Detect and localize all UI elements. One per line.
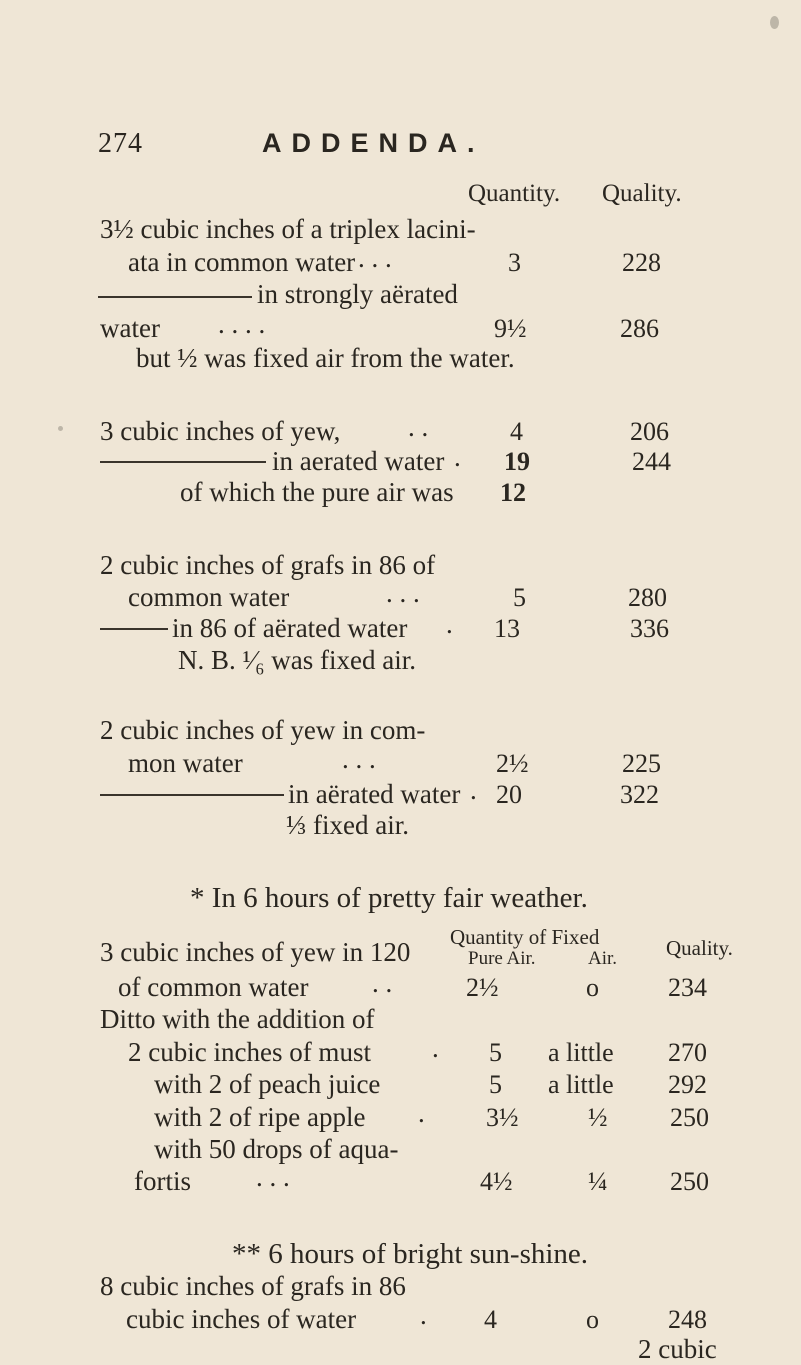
s2-row1-fixed: o — [586, 973, 599, 1002]
s2-row5b-text: fortis — [134, 1166, 191, 1196]
exp1-row1-dots: . . . — [358, 243, 392, 273]
exp4-row2-text: in aërated water — [288, 779, 461, 809]
s3-row1-text: cubic inches of water — [126, 1304, 357, 1334]
s2-row1-quantity: 2½ — [466, 973, 499, 1002]
exp4-row2-dots: . — [470, 775, 477, 805]
quantity-heading: Quantity. — [468, 180, 561, 207]
s2-row5b-fixed: ¼ — [588, 1167, 608, 1196]
s2-row2-quantity: 5 — [489, 1038, 502, 1067]
exp2-row2-quality: 244 — [632, 447, 671, 476]
exp3-row2-dots: . — [446, 609, 453, 639]
exp4-row2-quality: 322 — [620, 780, 659, 809]
s3-row1-quantity: 4 — [484, 1305, 497, 1334]
s2-row2-text: 2 cubic inches of must — [128, 1037, 371, 1067]
exp2-row1-dots: . . — [408, 412, 429, 442]
exp1-row1-quantity: 3 — [508, 248, 521, 277]
exp4-note: ⅓ fixed air. — [286, 810, 409, 840]
exp1-row3-quantity: 9½ — [494, 314, 527, 343]
exp4-line1: 2 cubic inches of yew in com- — [100, 715, 426, 745]
exp4-row1-text: mon water — [128, 748, 243, 778]
ditto-rule — [98, 296, 252, 298]
exp2-row2-text: in aerated water — [272, 446, 445, 476]
exp4-row1-dots: . . . — [342, 744, 376, 774]
ditto-rule — [100, 461, 266, 463]
s2-row2-dots: . — [432, 1033, 439, 1063]
ditto-rule — [100, 794, 284, 796]
section3-heading: ** 6 hours of bright sun-shine. — [232, 1238, 589, 1270]
exp2-row2-quantity: 19 — [504, 447, 530, 476]
exp3-row1-text: common water — [128, 582, 290, 612]
s2-row4-quantity: 3½ — [486, 1103, 519, 1132]
exp1-row2-text: in strongly aërated — [257, 279, 458, 309]
exp1-row3-text: water — [100, 313, 160, 343]
catchword: 2 cubic — [638, 1334, 717, 1364]
s2-row5b-dots: . . . — [256, 1162, 290, 1192]
exp4-row2-quantity: 20 — [496, 780, 522, 809]
s2-row1-dots: . . — [372, 968, 393, 998]
exp3-row1-dots: . . . — [386, 578, 420, 608]
exp1-row1-quality: 228 — [622, 248, 661, 277]
s2-row2-quality: 270 — [668, 1038, 707, 1067]
exp3-row2-quality: 336 — [630, 614, 669, 643]
s2-row3-quantity: 5 — [489, 1070, 502, 1099]
s2-row3-fixed: a little — [548, 1070, 614, 1099]
s2-row4-quality: 250 — [670, 1103, 709, 1132]
exp2-row3-quantity: 12 — [500, 478, 526, 507]
exp3-note: N. B. ¹⁄₆ was fixed air. — [178, 645, 416, 675]
section2-heading: * In 6 hours of pretty fair weather. — [190, 882, 588, 914]
col-head-air: Air. — [588, 948, 618, 969]
s2-row4-text: with 2 of ripe apple — [154, 1102, 366, 1132]
section2-intro: 3 cubic inches of yew in 120 — [100, 937, 411, 967]
s2-row1-text: of common water — [118, 972, 309, 1002]
col-head-quantity-of: Quantity of Fixed — [450, 925, 600, 949]
page-blemish — [58, 426, 63, 431]
s2-ditto-line: Ditto with the addition of — [100, 1004, 375, 1034]
exp3-row1-quality: 280 — [628, 583, 667, 612]
page-number: 274 — [98, 128, 143, 159]
exp1-row1-text: ata in common water — [128, 247, 356, 277]
s2-row4-dots: . — [418, 1098, 425, 1128]
exp3-row2-quantity: 13 — [494, 614, 520, 643]
s2-row2-fixed: a little — [548, 1038, 614, 1067]
exp2-row1-quantity: 4 — [510, 417, 523, 446]
exp3-row1-quantity: 5 — [513, 583, 526, 612]
s3-line1: 8 cubic inches of grafs in 86 — [100, 1271, 406, 1301]
exp2-row2-dots: . — [454, 442, 461, 472]
s2-row4-fixed: ½ — [588, 1103, 608, 1132]
s2-row5b-quantity: 4½ — [480, 1167, 513, 1196]
s2-row5a-text: with 50 drops of aqua- — [154, 1134, 399, 1164]
s2-row3-quality: 292 — [668, 1070, 707, 1099]
exp1-row3-dots: . . . . — [218, 309, 266, 339]
s2-row5b-quality: 250 — [670, 1167, 709, 1196]
running-title: ADDENDA. — [262, 128, 485, 158]
ditto-rule — [100, 628, 168, 630]
exp4-row1-quality: 225 — [622, 749, 661, 778]
s3-row1-fixed: o — [586, 1305, 599, 1334]
col-head-quality: Quality. — [666, 936, 733, 960]
exp1-line1: 3½ cubic inches of a triplex lacini- — [100, 214, 476, 244]
exp1-note: but ½ was fixed air from the water. — [136, 343, 515, 373]
col-head-pure-air: Pure Air. — [468, 948, 536, 969]
exp3-line1: 2 cubic inches of grafs in 86 of — [100, 550, 436, 580]
s3-row1-quality: 248 — [668, 1305, 707, 1334]
s2-row1-quality: 234 — [668, 973, 707, 1002]
exp4-row1-quantity: 2½ — [496, 749, 529, 778]
s2-row3-text: with 2 of peach juice — [154, 1069, 381, 1099]
exp2-row1-text: 3 cubic inches of yew, — [100, 416, 341, 446]
s3-row1-dots: . — [420, 1300, 427, 1330]
exp3-row2-text: in 86 of aërated water — [172, 613, 408, 643]
exp1-row3-quality: 286 — [620, 314, 659, 343]
exp2-row3-text: of which the pure air was — [180, 477, 454, 507]
page-blemish — [770, 16, 779, 29]
exp2-row1-quality: 206 — [630, 417, 669, 446]
quality-heading: Quality. — [602, 180, 682, 207]
